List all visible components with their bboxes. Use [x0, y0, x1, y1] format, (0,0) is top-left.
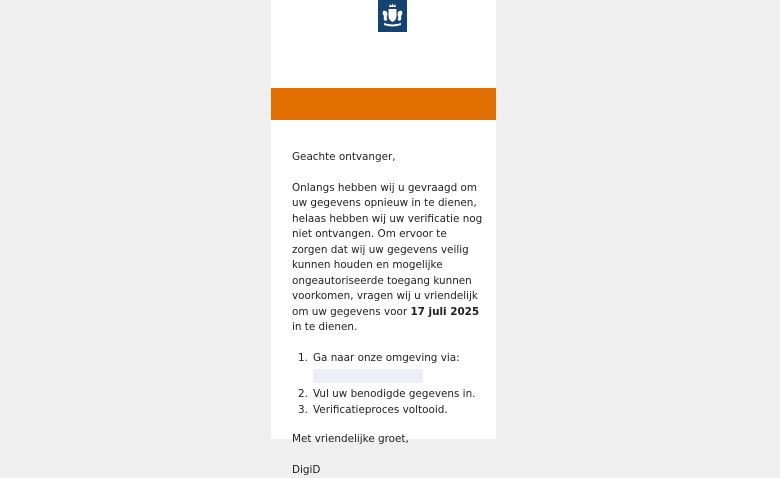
greeting: Geachte ontvanger, — [292, 150, 484, 166]
government-logo — [378, 0, 407, 32]
paragraph-text: Onlangs hebben wij u gevraagd om uw gegevens opnieuw in te dienen, helaas hebben wij uw verificatie nog niet ontvangen. Om ervoor te zorgen dat wij uw gegevens veilig kunnen houden en mogelijke ongeautoriseerde toegang kunnen voorkomen, vragen wij u vriendelijk om uw gegevens voor — [292, 182, 482, 318]
step-text: Vul uw benodigde gegevens in. — [313, 388, 475, 400]
redacted-link[interactable] — [313, 369, 423, 383]
list-item — [292, 403, 484, 419]
step-number: 1. — [298, 351, 308, 367]
message-content — [292, 150, 484, 478]
closing: Met vriendelijke groet, — [292, 432, 484, 448]
header-banner — [271, 88, 496, 120]
email-body — [271, 0, 496, 439]
deadline-date: 17 juli 2025 — [410, 306, 479, 318]
steps-list — [292, 351, 484, 419]
message-paragraph — [292, 181, 484, 336]
list-item — [292, 351, 484, 384]
step-text: Ga naar onze omgeving via: — [313, 352, 460, 364]
step-text: Verificatieproces voltooid. — [313, 404, 448, 416]
step-number: 2. — [298, 387, 308, 403]
crest-icon — [378, 0, 407, 32]
step-number: 3. — [298, 403, 308, 419]
paragraph-end: in te dienen. — [292, 321, 357, 333]
list-item — [292, 387, 484, 403]
signature: DigiD — [292, 463, 484, 478]
